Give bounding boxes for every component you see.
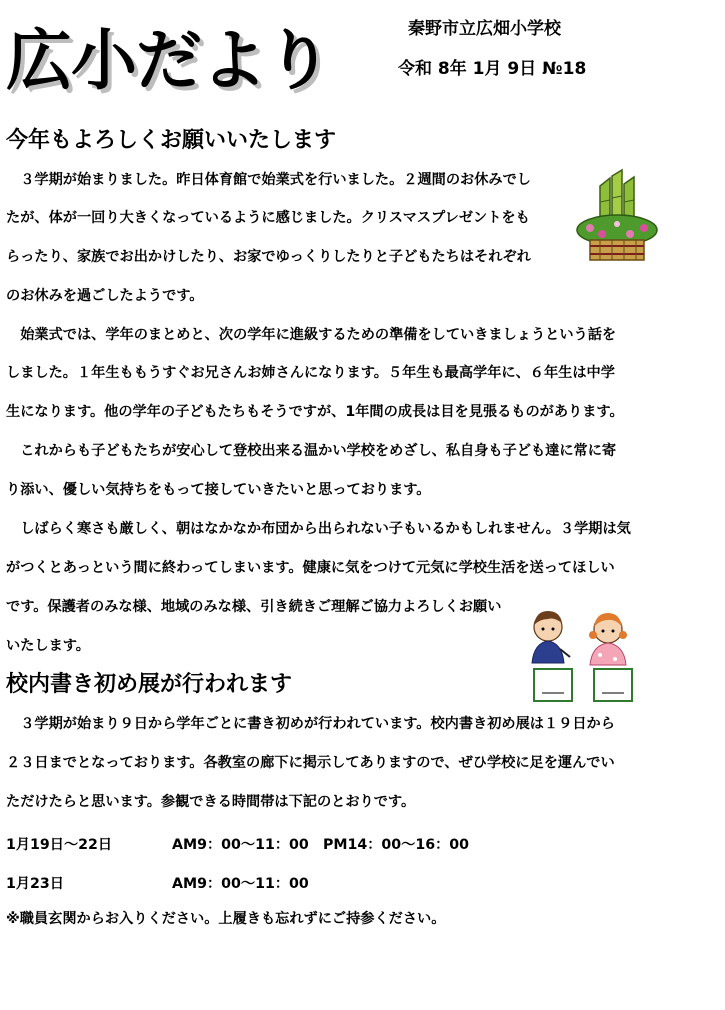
schedule-time: AM9：00～11：00 PM14：00～16：00	[172, 837, 470, 853]
body-line: らったり、家族でお出かけしたり、お家でゆっくりしたりと子どもたちはそれぞれ	[6, 249, 531, 265]
body-line: これからも子どもたちが安心して登校出来る温かい学校をめざし、私自身も子ども達に常に寄	[6, 443, 617, 459]
schedule-date: 1月23日	[6, 876, 64, 892]
body-line: り添い、優しい気持ちをもって接していきたいと思っております。	[6, 482, 431, 498]
body-line: しました。１年生ももうすぐお兄さんお姉さんになります。５年生も最高学年に、６年生は中学	[6, 365, 615, 381]
newsletter-title: 広小だより	[6, 22, 331, 99]
schedule-date: 1月19日～22日	[6, 837, 113, 853]
schedule-time: AM9：00～11：00	[172, 876, 309, 892]
body-line: ただけたらと思います。参観できる時間帯は下記のとおりです。	[6, 794, 416, 810]
section-heading-kakizome: 校内書き初め展が行われます	[6, 672, 293, 697]
body-line: 始業式では、学年のまとめと、次の学年に進級するための準備をしていきましょうという話を	[6, 327, 617, 343]
body-line: ３学期が始まり９日から学年ごとに書き初めが行われています。校内書き初め展は１９日から	[6, 716, 615, 732]
body-line: です。保護者のみな様、地域のみな様、引き続きご理解ご協力よろしくお願い	[6, 599, 502, 615]
entrance-note: ※職員玄関からお入りください。上履きも忘れずにご持参ください。	[6, 911, 446, 927]
section-heading-new-year: 今年もよろしくお願いいたします	[6, 128, 337, 153]
body-line: がつくとあっという間に終わってしまいます。健康に気をつけて元気に学校生活を送ってほしい	[6, 560, 615, 576]
body-line: 生になります。他の学年の子どもたちもそうですが、1年間の成長は目を見張るものがあります。	[6, 404, 624, 420]
issue-date: 令和 8年 1月 9日 №18	[398, 59, 587, 79]
body-line: いたします。	[6, 638, 90, 654]
calligraphy-children-icon	[520, 605, 645, 705]
kadomatsu-icon	[572, 168, 662, 268]
body-line: ２３日までとなっております。各教室の廊下に掲示してありますので、ぜひ学校に足を運んでい	[6, 755, 615, 771]
body-line: しばらく寒さも厳しく、朝はなかなか布団から出られない子もいるかもしれません。３学期は気	[6, 521, 631, 537]
school-name: 秦野市立広畑小学校	[408, 19, 561, 39]
body-line: ３学期が始まりました。昨日体育館で始業式を行いました。２週間のお休みでし	[6, 172, 531, 188]
body-line: のお休みを過ごしたようです。	[6, 288, 204, 304]
body-line: たが、体が一回り大きくなっているように感じました。クリスマスプレゼントをも	[6, 210, 530, 226]
